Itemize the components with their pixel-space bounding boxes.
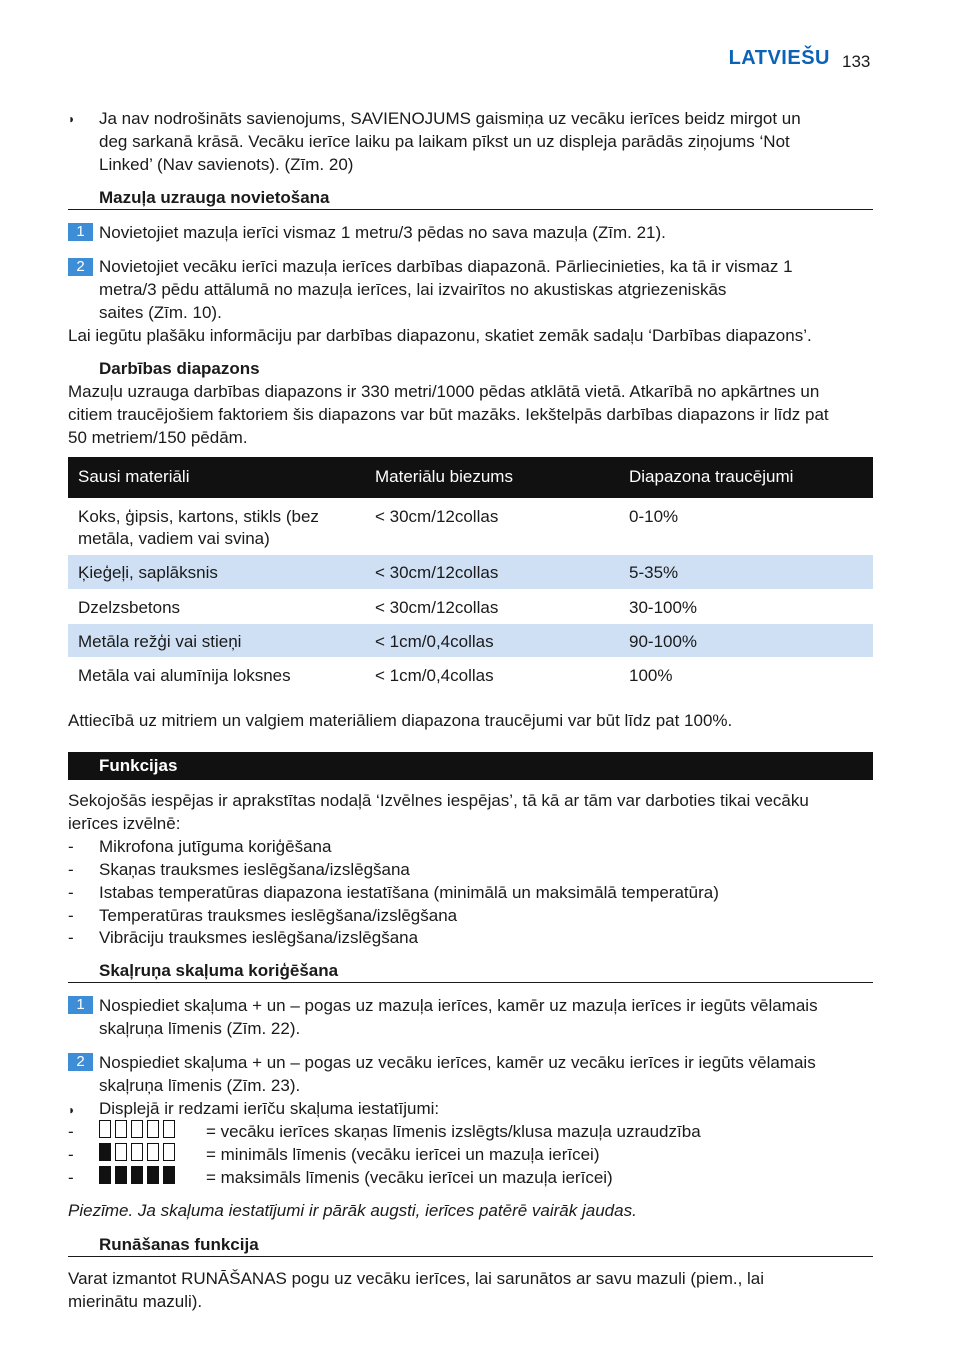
table-cell: 5-35%	[629, 563, 679, 582]
table-header-row	[68, 457, 873, 498]
table-cell: < 1cm/0,4collas	[375, 666, 494, 685]
table-cell: 0-10%	[629, 507, 679, 526]
dash: -	[68, 883, 74, 902]
volume-level-bars-max	[99, 1166, 175, 1184]
dash: -	[68, 928, 74, 947]
list-item: Mikrofona jutīguma koriģēšana	[99, 837, 332, 856]
functions-line-1: Sekojošās iespējas ir aprakstītas nodaļā ‘Izvēlnes iespējas’, tā kā ar tām var darboties tikai vecāku	[68, 791, 809, 810]
table-cell: < 1cm/0,4collas	[375, 632, 494, 651]
placement-more-info: Lai iegūtu plašāku informāciju par darbības diapazonu, skatiet zemāk sadaļu ‘Darbības diapazons’.	[68, 326, 812, 345]
step-number-2: 2	[68, 258, 93, 276]
volume-step-1-line-2: skaļruņa līmenis (Zīm. 22).	[99, 1019, 301, 1038]
table-cell: 100%	[629, 666, 673, 685]
range-heading: Darbības diapazons	[99, 359, 260, 378]
placement-heading: Mazuļa uzrauga novietošana	[68, 186, 873, 210]
intro-line-1: Ja nav nodrošināts savienojums, SAVIENOJUMS gaismiņa uz vecāku ierīces beidz mirgot un	[99, 109, 801, 128]
placement-step-2-line-2: metra/3 pēdu attālumā no mazuļa ierīces, lai izvairītos no akustiskas atgriezeniskās	[99, 280, 727, 299]
volume-bar-icon	[131, 1120, 143, 1138]
table-cell: Metāla vai alumīnija loksnes	[78, 666, 291, 685]
placement-step-2-line-1: Novietojiet vecāku ierīci mazuļa ierīces darbības diapazonā. Pārliecinieties, ka tā ir vismaz 1	[99, 257, 793, 276]
list-item: Vibrāciju trauksmes ieslēgšana/izslēgšana	[99, 928, 419, 947]
step-number-1: 1	[68, 996, 93, 1014]
table-cell: Ķieģeļi, saplāksnis	[78, 563, 218, 582]
volume-heading: Skaļruņa skaļuma koriģēšana	[68, 959, 873, 983]
volume-bar-icon	[99, 1120, 111, 1138]
dash: -	[68, 860, 74, 879]
table-header-cell: Materiālu biezums	[375, 467, 513, 486]
volume-level-text: = minimāls līmenis (vecāku ierīcei un mazuļa ierīcei)	[206, 1145, 600, 1164]
table-cell: Metāla režģi vai stieņi	[78, 632, 242, 651]
volume-bar-icon	[99, 1143, 111, 1161]
language-label: LATVIEŠU	[728, 47, 830, 69]
range-line-2: citiem traucējošiem faktoriem šis diapazons var būt mazāks. Iekštelpās darbības diapazons ir līdz pat	[68, 405, 829, 424]
table-cell: 30-100%	[629, 598, 698, 617]
volume-display-bullet: Displejā ir redzami ierīču skaļuma iestatījumi:	[99, 1099, 440, 1118]
volume-step-2-line-2: skaļruņa līmenis (Zīm. 23).	[99, 1076, 301, 1095]
intro-line-3: Linked’ (Nav savienots). (Zīm. 20)	[99, 155, 354, 174]
volume-bar-icon	[163, 1143, 175, 1161]
volume-level-bars-off	[99, 1120, 175, 1138]
volume-bar-icon	[147, 1143, 159, 1161]
volume-note: Piezīme. Ja skaļuma iestatījumi ir pārāk augsti, ierīces patērē vairāk jaudas.	[68, 1201, 637, 1220]
volume-bar-icon	[115, 1143, 127, 1161]
table-cell: metāla, vadiem vai svina)	[78, 529, 270, 548]
table-row	[68, 658, 873, 692]
table-header-cell: Sausi materiāli	[78, 467, 190, 486]
step-number-1: 1	[68, 223, 93, 241]
volume-bar-icon	[163, 1166, 175, 1184]
bullet-icon: ◗	[68, 112, 76, 126]
table-cell: Dzelzsbetons	[78, 598, 181, 617]
step-number-2: 2	[68, 1053, 93, 1071]
volume-bar-icon	[147, 1120, 159, 1138]
functions-line-2: ierīces izvēlnē:	[68, 814, 181, 833]
volume-level-text: = vecāku ierīces skaņas līmenis izslēgts/klusa mazuļa uzraudzība	[206, 1122, 701, 1141]
table-row	[68, 624, 873, 657]
volume-bar-icon	[99, 1166, 111, 1184]
volume-step-2-line-1: Nospiediet skaļuma + un – pogas uz vecāku ierīces, kamēr uz vecāku ierīces ir iegūts vēlamais	[99, 1053, 816, 1072]
table-header-cell: Diapazona traucējumi	[629, 467, 794, 486]
wet-materials-note: Attiecībā uz mitriem un valgiem materiāliem diapazona traucējumi var būt līdz pat 100%.	[68, 711, 733, 730]
dash: -	[68, 1168, 74, 1187]
talk-heading: Runāšanas funkcija	[68, 1233, 873, 1257]
table-cell: 90-100%	[629, 632, 698, 651]
table-row	[68, 590, 873, 624]
volume-level-bars-min	[99, 1143, 175, 1161]
range-line-3: 50 metriem/150 pēdām.	[68, 428, 248, 447]
dash: -	[68, 906, 74, 925]
range-line-1: Mazuļu uzrauga darbības diapazons ir 330 metri/1000 pēdas atklātā vietā. Atkarībā no apkārtnes un	[68, 382, 820, 401]
dash: -	[68, 1145, 74, 1164]
volume-level-text: = maksimāls līmenis (vecāku ierīcei un mazuļa ierīcei)	[206, 1168, 613, 1187]
table-cell: Koks, ģipsis, kartons, stikls (bez	[78, 507, 319, 526]
functions-heading: Funkcijas	[68, 752, 873, 780]
dash: -	[68, 837, 74, 856]
talk-line-2: mierinātu mazuli).	[68, 1292, 203, 1311]
dash: -	[68, 1122, 74, 1141]
bullet-icon: ◗	[68, 1103, 76, 1117]
placement-step-1: Novietojiet mazuļa ierīci vismaz 1 metru/3 pēdas no sava mazuļa (Zīm. 21).	[99, 223, 666, 242]
volume-bar-icon	[147, 1166, 159, 1184]
table-cell: < 30cm/12collas	[375, 563, 499, 582]
volume-bar-icon	[131, 1166, 143, 1184]
volume-bar-icon	[131, 1143, 143, 1161]
table-row	[68, 505, 873, 551]
placement-step-2-line-3: saites (Zīm. 10).	[99, 303, 222, 322]
table-cell: < 30cm/12collas	[375, 598, 499, 617]
list-item: Temperatūras trauksmes ieslēgšana/izslēgšana	[99, 906, 458, 925]
table-cell: < 30cm/12collas	[375, 507, 499, 526]
volume-bar-icon	[115, 1166, 127, 1184]
page-number: 133	[842, 52, 871, 71]
volume-step-1-line-1: Nospiediet skaļuma + un – pogas uz mazuļa ierīces, kamēr uz mazuļa ierīces ir iegūts vēlamais	[99, 996, 818, 1015]
volume-bar-icon	[163, 1120, 175, 1138]
list-item: Istabas temperatūras diapazona iestatīšana (minimālā un maksimālā temperatūra)	[99, 883, 719, 902]
table-row	[68, 555, 873, 589]
talk-line-1: Varat izmantot RUNĀŠANAS pogu uz vecāku ierīces, lai sarunātos ar savu mazuli (piem., lai	[68, 1269, 765, 1288]
intro-line-2: deg sarkanā krāsā. Vecāku ierīce laiku pa laikam pīkst un uz displeja parādās ziņojums ‘Not	[99, 132, 790, 151]
volume-bar-icon	[115, 1120, 127, 1138]
list-item: Skaņas trauksmes ieslēgšana/izslēgšana	[99, 860, 410, 879]
